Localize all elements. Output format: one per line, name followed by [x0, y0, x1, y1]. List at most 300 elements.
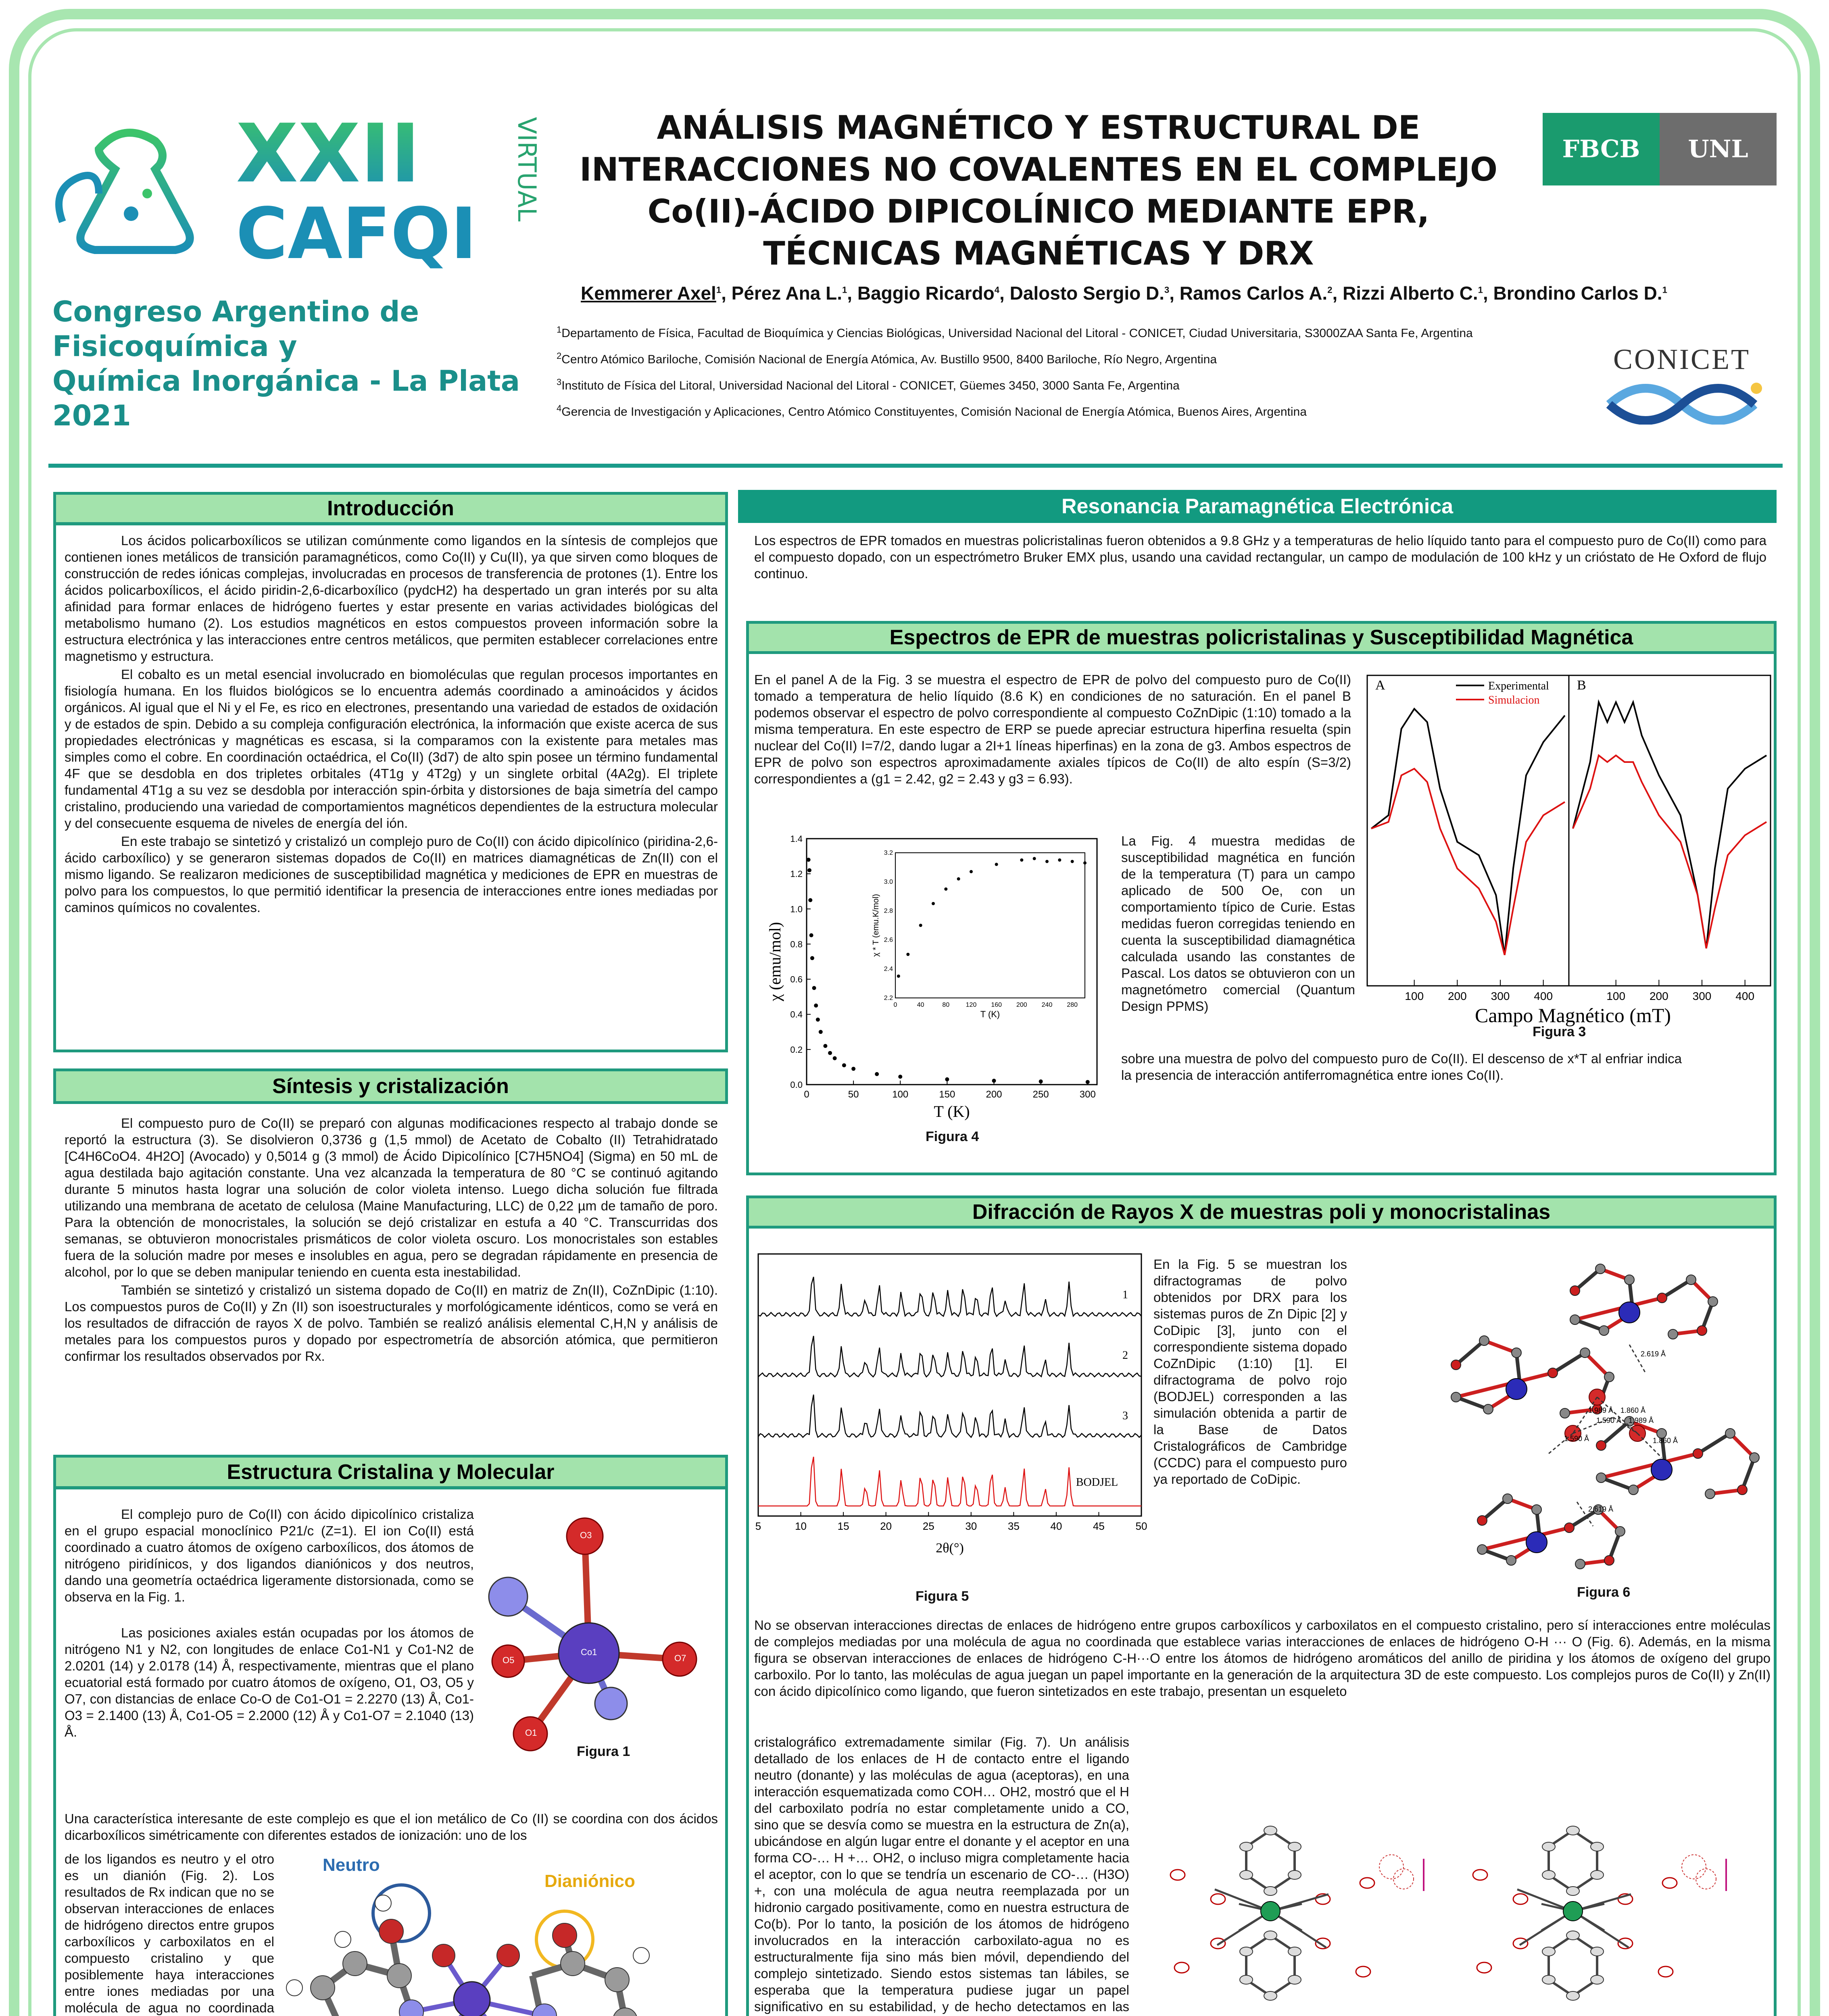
data-point [833, 1056, 837, 1060]
data-point [807, 868, 811, 872]
x-tick-label: 400 [1534, 990, 1553, 1002]
atom [1560, 1408, 1570, 1418]
atom [1705, 1489, 1715, 1499]
inset-point [897, 975, 900, 978]
xrd-pattern-3 [758, 1395, 1141, 1437]
bond [1601, 1454, 1698, 1478]
author-affiliation-number: 1 [1662, 285, 1667, 295]
data-point [828, 1051, 832, 1055]
atom [1725, 1429, 1735, 1438]
x-axis-label: T (K) [934, 1102, 970, 1120]
author-name: Baggio Ricardo [857, 283, 995, 304]
atom [1708, 1297, 1718, 1306]
carbon-atom [1591, 1947, 1604, 1956]
figure-3-chart [1363, 671, 1775, 1042]
affiliation [557, 351, 1605, 367]
atom [1599, 1326, 1609, 1335]
x-tick-label: 5 [755, 1520, 761, 1532]
carbon-atom [1264, 1931, 1277, 1940]
bond [1575, 1298, 1662, 1320]
carbon-atom [1591, 1870, 1604, 1879]
atom [1575, 1559, 1585, 1569]
x-tick-label: 50 [848, 1089, 859, 1100]
inset-y-tick-label: 3.0 [884, 879, 893, 885]
inset-y-label: χ * T (emu.K/mol) [872, 894, 880, 957]
complex-molecule [1451, 1336, 1614, 1418]
series-line-experimental [1573, 702, 1766, 949]
atom [1479, 1336, 1489, 1345]
inset-point [1058, 858, 1061, 862]
oxygen-atom [1170, 1870, 1185, 1880]
atom [1668, 1329, 1678, 1339]
inset-point [1083, 861, 1087, 864]
affiliation-text: Departamento de Física, Facultad de Bioquímica y Ciencias Biológicas, Universidad Nacional del Litoral - CONICET, Ciudad Universitaria, S3000ZAA Santa Fe, Argentina [561, 327, 1473, 340]
atom [1737, 1485, 1747, 1495]
data-point [814, 1004, 818, 1008]
inset-y-tick-label: 2.6 [884, 937, 893, 943]
figure-2-molecule [282, 1855, 718, 2016]
atom [1693, 1449, 1703, 1458]
logo-caption-line-1: Congreso Argentino de Fisicoquímica y [52, 295, 419, 363]
oxygen-atom [1473, 1870, 1487, 1880]
carbon-atom [1288, 1975, 1301, 1984]
label-o3: O3 [580, 1530, 592, 1540]
logo-name: CAFQI [236, 193, 477, 275]
author-name: Rizzi Alberto C. [1343, 283, 1478, 304]
label-co1: Co1 [581, 1647, 597, 1657]
x-tick-label: 10 [795, 1520, 807, 1532]
x-axis-label: 2θ(°) [936, 1541, 964, 1556]
intro-text [65, 532, 718, 917]
complex-molecule [1596, 1416, 1759, 1499]
logo-caption [52, 294, 561, 433]
affiliation-number: 2 [557, 351, 562, 361]
conicet-wave-icon [1601, 376, 1762, 425]
x-tick-label: 0 [804, 1089, 809, 1100]
atom [1686, 1275, 1696, 1285]
y-tick-label: 1.0 [790, 904, 803, 914]
oxygen-atom [1513, 1894, 1528, 1904]
figure-4-chart [762, 831, 1117, 1129]
affiliation [557, 325, 1605, 340]
intro-heading: Introducción [53, 492, 728, 525]
carbon-atom [1264, 1826, 1277, 1835]
carbon-atom [1566, 1931, 1579, 1940]
figure-7-structures [1137, 1738, 1771, 2016]
series-line-experimental [1371, 709, 1565, 955]
atom [1604, 1556, 1614, 1565]
atom [1615, 1527, 1625, 1536]
atom [1596, 1473, 1606, 1483]
atom-n1 [489, 1577, 528, 1616]
complex-molecule [1570, 1264, 1718, 1339]
xrd-pattern-label: 3 [1122, 1410, 1128, 1422]
x-tick-label: 100 [1606, 990, 1626, 1002]
atom [1512, 1348, 1521, 1358]
carbon-atom [1264, 1887, 1277, 1895]
hydrogen-bond-distance: 1.989 Å [1588, 1406, 1614, 1414]
drx-paragraph-2: No se observan interacciones directas de enlaces de hidrógeno entre grupos carboxílicos y carboxilatos en el compuesto cristalino, pero sí interacciones entre moléculas de complejos mediadas por una molécula de agua no coordinada que establece varias interacciones de enlaces de hidrógeno O-H ··· O (Fig. 6). Además, en la misma figura se observan interacciones de enlaces de hidrógeno C-H···O entre los átomos de hidrógeno aromáticos del anillo de piridina y los átomos de oxígeno del grupo carboxilo. Por lo tanto, las moléculas de agua juegan un papel importante en la generación de la arquitectura 3D de este compuesto. Los complejos puros de Co(II) y Zn(II) con ácido dipicolínico como ligando, que fueron sintetizados en este trabajo, presentan un esqueleto [754, 1618, 1771, 1699]
cobalt-atom [1526, 1532, 1547, 1553]
logo-numeral: XXII [236, 107, 421, 201]
carbon-atom [1288, 1870, 1301, 1879]
atom [1750, 1453, 1759, 1462]
xrd-pattern-label: BODJEL [1076, 1476, 1118, 1489]
hydrogen-bond-distance: 2.619 Å [1588, 1505, 1614, 1513]
data-point [808, 898, 812, 902]
hydrogen-bond-distance: 1.590 Å [1564, 1435, 1589, 1443]
oxygen-atom [1211, 1894, 1225, 1904]
carbon-atom [1240, 1947, 1253, 1956]
affiliation-text: Centro Atómico Bariloche, Comisión Nacional de Energía Atómica, Av. Bustillo 9500, 8400 Bariloche, Río Negro, Argentina [561, 353, 1217, 366]
atom [1697, 1326, 1707, 1335]
hydrogen-bond-distance: 1.590 Å [1596, 1416, 1622, 1425]
data-point [992, 1079, 996, 1083]
cobalt-atom [1563, 1901, 1583, 1921]
author-affiliation-number: 1 [1478, 285, 1483, 295]
atom [1625, 1275, 1634, 1285]
y-tick-label: 0.6 [790, 974, 803, 985]
inset-x-tick-label: 80 [942, 1002, 950, 1008]
header-divider [48, 464, 1783, 468]
oxygen-atom [1360, 1878, 1374, 1888]
author-name: Kemmerer Axel [581, 283, 716, 304]
figure-4-caption: Figura 4 [926, 1129, 979, 1144]
epr-susc-paragraph-3: sobre una muestra de polvo del compuesto puro de Co(II). El descenso de x*T al enfriar indica la presencia de interacción antiferromagnética entre iones Co(II). [1121, 1051, 1682, 1083]
inset-frame [895, 853, 1085, 998]
atom [1570, 1315, 1580, 1325]
carbon-atom [1288, 1842, 1301, 1851]
carbon-atom [1566, 1887, 1579, 1895]
structure-heading: Estructura Cristalina y Molecular [53, 1455, 728, 1489]
intro-paragraph-2: El cobalto es un metal esencial involucrado en biomoléculas que regulan procesos importantes en fisiología humana. En los fluidos biológicos se lo encuentra además coordinado a aminoácidos y ácidos orgánicos. Al igual que el Ni y el Fe, es rico en electrones, presentando una variedad de estados de oxidación y de estados de spin. Debido a su compleja configuración electrónica, la información que existe acerca de sus propiedades electrónicas y magnéticas es escasa, si la comparamos con la existente para metales mas simples como el cobre. En coordinación octaédrica, el Co(II) (3d7) de alto spin posee un término fundamental 4F que se desdobla en dos tripletes orbitales (4T1g y 4T2g) y un singlete orbital (4A2g). El triplete fundamental 4T1g a su vez se desdobla por interacción spin-órbita y distorsiones de baja simetría del campo cristalino, produciendo una variedad de comportamientos magnéticos dependientes de la estructura molecular y del consecuente esquema de niveles de energía del ión. [65, 667, 718, 831]
epr-susc-heading: Espectros de EPR de muestras policristalinas y Susceptibilidad Magnética [746, 621, 1777, 654]
ortep-structure [1170, 1826, 1424, 2000]
figure-6-network [1404, 1244, 1766, 1595]
author-affiliation-number: 4 [994, 285, 1000, 295]
x-tick-label: 400 [1735, 990, 1755, 1002]
inset-x-tick-label: 0 [893, 1002, 897, 1008]
x-tick-label: 150 [939, 1089, 955, 1100]
y-tick-label: 0.2 [790, 1044, 803, 1055]
figure-1-caption: Figura 1 [577, 1744, 630, 1759]
affiliation [557, 377, 1605, 393]
hydrogen-bond [1629, 1345, 1645, 1373]
author-affiliation-number: 1 [716, 285, 722, 295]
oxygen-atom [1662, 1878, 1677, 1888]
structure-paragraph-3b: de los ligandos es neutro y el otro es un dianión (Fig. 2). Los resultados de Rx indican que no se observan interacciones de enlaces de hidrógeno directos entre grupos carboxílicos y carboxilatos en el compuesto cristalino y que posiblemente haya interacciones entre iones mediadas por una molécula de agua no coordinada [65, 1851, 274, 2015]
inset-point [995, 863, 998, 866]
series-line-simulacion [1371, 769, 1565, 955]
bubble-icon [142, 189, 152, 198]
data-point [842, 1063, 846, 1067]
inset-point [1071, 860, 1074, 863]
x-tick-label: 100 [892, 1089, 909, 1100]
y-tick-label: 0.0 [790, 1080, 803, 1090]
atom [1451, 1392, 1461, 1402]
label-o1: O1 [525, 1728, 537, 1738]
inset-y-tick-label: 3.2 [884, 850, 893, 856]
data-point [851, 1067, 855, 1071]
xrd-pattern-1 [758, 1277, 1141, 1316]
carbon-atom [1542, 1975, 1555, 1984]
affiliation [557, 403, 1605, 419]
carbon-atom [1240, 1842, 1253, 1851]
oxygen-atom [1477, 1962, 1491, 1973]
neutro-label: Neutro [323, 1855, 380, 1875]
figure-6-caption: Figura 6 [1577, 1585, 1631, 1600]
x-tick-label: 300 [1491, 990, 1510, 1002]
x-tick-label: 200 [1447, 990, 1467, 1002]
hydrogen-bond-distance: 1.860 Å [1620, 1406, 1646, 1414]
atom [1580, 1348, 1590, 1358]
x-tick-label: 20 [880, 1520, 892, 1532]
figure-1-molecule [464, 1500, 714, 1810]
bond [1456, 1373, 1553, 1397]
data-point [809, 933, 813, 937]
conicet-logo [1589, 343, 1775, 439]
conicet-logo-text: CONICET [1613, 343, 1750, 375]
author-affiliation-number: 1 [842, 285, 847, 295]
atom [1503, 1494, 1512, 1504]
x-tick-label: 50 [1135, 1520, 1147, 1532]
synthesis-paragraph-1: El compuesto puro de Co(II) se preparó con algunas modificaciones respecto al trabajo donde se reportó la estructura (3). Se disolvieron 0,3736 g (1,5 mmol) de Acetato de Cobalto (II) Tetrahidratado [C4H6CoO4. 4H2O] (Avocado) y 0,5014 g (3 mmol) de Ácido Dipicolínico [C7H5NO4] (Sigma) en 50 mL de agua destilada bajo agitación constante. Una vez alcanzada la temperatura de 80 °C se continuó agitando durante 5 minutos hasta lograr una solución de color violeta intenso. Luego dicha solución fue filtrada utilizando una membrana de acetato de celulosa (Maine Manufacturing, LLC) de 0,22 µm de tamaño de poro. Para la obtención de monocristales, la solución se dejó cristalizar en estufa a 40 °C. Transcurridas dos semanas, se obtuvieron monocristales prismáticos de color violeta oscuro. Los monocristales son estables fuera de la solución madre por meses e insolubles en agua, pero se degradan rápidamente en presencia de alcohol, por lo que se deben manipular teniendo en cuenta esta inestabilidad. [65, 1116, 718, 1279]
author-name: Brondino Carlos D. [1493, 283, 1662, 304]
inset-x-tick-label: 280 [1067, 1002, 1078, 1008]
atom [1564, 1523, 1574, 1533]
data-point [816, 1018, 820, 1022]
inset-y-tick-label: 2.8 [884, 908, 893, 914]
oxygen-atom [1174, 1962, 1189, 1973]
carbon-atom [1566, 1991, 1579, 2000]
y-tick-label: 1.2 [790, 869, 803, 879]
fbcb-unl-logo [1543, 113, 1777, 185]
inset-point [1020, 858, 1023, 862]
zinc-atom [1261, 1901, 1280, 1921]
inset-x-tick-label: 40 [917, 1002, 924, 1008]
x-tick-label: 200 [1649, 990, 1668, 1002]
water-disorder [1696, 1869, 1716, 1889]
structure-text-1 [65, 1506, 474, 1742]
carbon-atom [1591, 1975, 1604, 1984]
cobalt-atom [1506, 1379, 1527, 1400]
inset-point [1045, 860, 1049, 863]
affiliation-text: Gerencia de Investigación y Aplicaciones, Centro Atómico Constituyentes, Comisión Nacional de Energía Atómica, Buenos Aires, Argentina [561, 405, 1307, 419]
drx-paragraph-1: En la Fig. 5 se muestran los difractogramas de polvo obtenidos por DRX para los sistemas puros de Zn Dipic [2] y CoDipic [3], junto con el correspondiente sistema dopado CoZnDipic (1:10) [1]. El difractograma de polvo rojo (BODJEL) corresponden a las simulación obtenida a partir de la Base de Datos Cristalográficos de Cambridge (CCDC) para el compuesto puro ya reportado de CoDipic. [1153, 1257, 1347, 1487]
series-line-simulacion [1573, 756, 1766, 949]
inset-point [906, 953, 909, 956]
inset-point [970, 870, 973, 873]
intro-paragraph-1: Los ácidos policarboxílicos se utilizan comúnmente como ligandos en la síntesis de complejos que contienen iones metálicos de transición paramagnéticos, como Co(II) y Cu(II), ya que sirven como bloques de construcción de redes iónicas complejas, involucradas en procesos de transferencia de protones (1). Entre los ácidos policarboxílicos, el ácido piridin-2,6-dicarboxílico (pydcH2) ha despertado un gran interés por su alta afinidad para formar enlaces de hidrógeno fuertes y estar presente en varias actividades biológicas del metabolismo humano (2). Los estudios magnéticos en estos compuestos proveen información sobre la estructura electrónica y las interacciones entre centros metálicos, que permiten establecer correlaciones entre magnetismo y estructura. [65, 533, 718, 664]
logo-caption-line-2: Química Inorgánica - La Plata 2021 [52, 364, 520, 432]
epr-susc-paragraph-1: En el panel A de la Fig. 3 se muestra el espectro de EPR de polvo del compuesto puro de Co(II) tomado a temperatura de helio líquido (8.6 K) en condiciones de no saturación. En el panel B podemos observar el espectro de polvo correspondiente al compuesto CoZnDipic (1:10) tomado a la misma temperatura. En este espectro de ERP se puede apreciar estructura hiperfina resuelta (spin nuclear del Co(II) I=7/2, dando lugar a 2I+1 líneas hiperfinas) en la zona de g3. Ambos espectros de EPR de polvo son espectros aproximadamente axiales típicos de Co(II) de alto espín (S=3/2) correspondientes a (g1 = 2.42, g2 = 2.43 y g3 = 6.93). [754, 672, 1351, 786]
panel-label: B [1577, 678, 1586, 693]
author-name: Dalosto Sergio D. [1009, 283, 1164, 304]
legend-experimental: Experimental [1488, 680, 1549, 692]
structure-paragraph-1: El complejo puro de Co(II) con ácido dipicolínico cristaliza en el grupo espacial monoclínico P21/c (Z=1). El ion Co(II) está coordinado a cuatro átomos de oxígeno carboxílicos, dos átomos de nitrógeno piridínicos, y dos ligandos dianiónicos y dos neutros, dando una geometría octaédrica ligeramente distorsionada, como se observa en la Fig. 1. [65, 1507, 474, 1604]
y-tick-label: 0.4 [790, 1009, 803, 1020]
structure-paragraph-2: Las posiciones axiales están ocupadas por los átomos de nitrógeno N1 y N2, con longitudes de enlace Co1-N1 y Co1-N2 de 2.0201 (14) y 2.0178 (14) Å, respectivamente, mientras que el plano ecuatorial está formado por cuatro átomos de oxígeno, O1, O3, O5 y O7, con distancias de enlace Co-O de Co1-O1 = 2.2270 (13) Å, Co1-O3 = 2.1400 (13) Å, Co1-O5 = 2.2000 (12) Å y Co1-O7 = 2.1040 (13) Å. [65, 1625, 474, 1739]
drx-paragraph-3: cristalográfico extremadamente similar (Fig. 7). Un análisis detallado de los enlaces de H de contacto entre el ligando neutro (donante) y las moléculas de agua (aceptoras), en una interacción esquematizada como COH… OH2, mostró que el H del carboxilato podría no estar completamente unido a CO, sino que se desvía como se muestra en la estructura de Zn(a), ubicándose en algún lugar entre el donante y el aceptor en una forma CO-… H +… OH2, o incluso migra completamente hacia el aceptor, con lo que se tendría un escenario de CO-… (H3O) +, con una molécula de agua neutra reemplazada por un hidronio cargado positivamente, como en nuestra estructura de Co(b). Por lo tanto, la posición de los átomos de hidrógeno involucrados en la interacción carboxilato-agua no es estructuralmente fija sino más bien móvil, dependiendo del complejo sintetizado. Siendo estos sistemas tan lábiles, se esperaba que la temperatura pudiese jugar un papel significativo en su estabilidad, y de hecho detectamos en las [754, 1735, 1129, 2014]
inset-point [944, 887, 947, 891]
carbon-atom [1591, 1842, 1604, 1851]
carbon-atom [1542, 1842, 1555, 1851]
data-point [875, 1072, 879, 1076]
hydrogen-bond-distance: 1.989 Å [1629, 1416, 1654, 1425]
affiliation-list [557, 325, 1605, 429]
data-point [807, 858, 811, 862]
x-tick-label: 45 [1093, 1520, 1105, 1532]
author-affiliation-number: 3 [1164, 285, 1170, 295]
atom [1506, 1556, 1516, 1565]
atom-n2 [595, 1687, 627, 1720]
x-tick-label: 250 [1032, 1089, 1049, 1100]
epr-susc-paragraph-2: La Fig. 4 muestra medidas de susceptibilidad magnética en función de la temperatura (T) para un campo aplicado de 500 Oe, con un comportamiento típico de Curie. Estas medidas fueron corregidas teniendo en cuenta la susceptibilidad diamagnética calculada usando las constantes de Pascal. Los datos se obtuvieron con un magnetómetro comercial (Quantum Design PPMS) [1121, 833, 1355, 1014]
water-disorder [1393, 1869, 1414, 1889]
x-tick-label: 300 [1692, 990, 1712, 1002]
y-axis-label: χ (emu/mol) [766, 922, 784, 1002]
carbon-atom [1240, 1870, 1253, 1879]
data-point [812, 986, 816, 990]
inset-point [919, 924, 922, 927]
data-point [1039, 1079, 1043, 1083]
poster-title: ANÁLISIS MAGNÉTICO Y ESTRUCTURAL DE INTERACCIONES NO COVALENTES EN EL COMPLEJO Co(II)-ÁCIDO DIPICOLÍNICO MEDIANTE EPR, TÉCNICAS MAGNÉTICAS Y DRX [579, 109, 1498, 272]
atom [1596, 1441, 1606, 1450]
cobalt-atom [1651, 1459, 1672, 1480]
intro-paragraph-3: En este trabajo se sintetizó y cristalizó un complejo puro de Co(II) con ácido dipicolínico (piridina-2,6-ácido carboxílico) y se generaron sistemas dopados de Co(II) en matrices diamagnéticas de Zn(II) con el mismo ligando. Se realizaron mediciones de susceptibilidad magnética y mediciones de EPR en muestras de polvo para los compuestos, lo que permitió identificar la presencia de interacciones entre iones mediadas por caminos químicos no covalentes. [65, 834, 718, 915]
data-point [823, 1044, 827, 1048]
oxygen-atom [1618, 1938, 1633, 1949]
data-point [898, 1075, 902, 1079]
x-tick-label: 200 [986, 1089, 1002, 1100]
hydrogen-bond-distance: 2.619 Å [1641, 1350, 1666, 1358]
figure-5-caption: Figura 5 [916, 1589, 969, 1604]
bond [1482, 1528, 1569, 1549]
bubble-icon [124, 206, 138, 221]
atom [1477, 1516, 1487, 1525]
inset-point [957, 877, 960, 881]
hydrogen-bond-distance: 1.860 Å [1653, 1437, 1678, 1445]
data-point [1086, 1080, 1090, 1084]
carbon-atom [1542, 1947, 1555, 1956]
affiliation-number: 1 [557, 325, 562, 335]
affiliation-number: 3 [557, 377, 562, 387]
atom [1570, 1286, 1580, 1295]
oxygen-atom [1356, 1966, 1370, 1977]
inset-x-tick-label: 240 [1041, 1002, 1053, 1008]
carbon-atom [1264, 1991, 1277, 2000]
author-name: Ramos Carlos A. [1179, 283, 1328, 304]
drx-heading: Difracción de Rayos X de muestras poli y monocristalinas [746, 1195, 1777, 1229]
cobalt-atom [1619, 1302, 1640, 1323]
y-tick-label: 0.8 [790, 939, 803, 950]
x-tick-label: 35 [1007, 1520, 1020, 1532]
affiliation-number: 4 [557, 403, 562, 413]
inset-x-tick-label: 120 [966, 1002, 977, 1008]
data-point [810, 956, 814, 960]
atom [1629, 1485, 1638, 1495]
legend-simulacion: Simulacion [1488, 694, 1540, 706]
epr-heading: Resonancia Paramagnética Electrónica [738, 490, 1777, 523]
x-tick-label: 100 [1405, 990, 1424, 1002]
xrd-pattern-label: 1 [1122, 1289, 1128, 1301]
atom [1595, 1264, 1605, 1274]
x-tick-label: 25 [922, 1520, 934, 1532]
atom [1477, 1545, 1487, 1554]
fbcb-logo-text: FBCB [1543, 113, 1660, 185]
synthesis-paragraph-2: También se sintetizó y cristalizó un sistema dopado de Co(II) en matriz de Zn(II), CoZnDipic (1:10). Los compuestos puros de Co(II) y Zn (II) son isoestructurales y morfológicamente idénticos, como se verá en los resultados de difracción de rayos X de polvo. También se realizó análisis elemental C,H,N y análisis de metales para los compuestos puros y dopado por espectrometría de absorción atómica, que permitieron confirmar los resultados observados por Rx. [65, 1283, 718, 1364]
inset-x-tick-label: 200 [1016, 1002, 1027, 1008]
panel-label: A [1375, 678, 1385, 693]
atom [1451, 1360, 1461, 1370]
atom [1657, 1293, 1667, 1303]
x-tick-label: 300 [1079, 1089, 1096, 1100]
synthesis-text [65, 1115, 718, 1366]
label-o5: O5 [503, 1655, 515, 1665]
oxygen-atom [1658, 1966, 1673, 1977]
cafqi-logo-graphic [46, 101, 559, 290]
unl-logo-text: UNL [1660, 113, 1777, 185]
synthesis-heading: Síntesis y cristalización [53, 1068, 728, 1104]
data-point [945, 1077, 949, 1081]
dianionico-label: Dianiónico [544, 1871, 635, 1891]
author-affiliation-number: 2 [1327, 285, 1333, 295]
carbon-atom [1288, 1947, 1301, 1956]
author-list: Kemmerer Axel$^1$, Pérez Ana L.$^1$, Baggio Ricardo$^4$, Dalosto Sergio D.$^3$, Ramos Carlos A.$^2$, Rizzi Alberto C.$^1$, Brondino Carlos D.$^1$ [581, 283, 1667, 304]
xrd-pattern-label: 2 [1122, 1349, 1128, 1362]
atom [1483, 1404, 1493, 1414]
x-tick-label: 40 [1050, 1520, 1062, 1532]
inset-point [932, 902, 935, 905]
figure-5-chart [750, 1246, 1149, 1564]
oxygen-atom [1316, 1938, 1330, 1949]
x-axis-label: Campo Magnético (mT) [1475, 1004, 1671, 1027]
inset-x-label: T (K) [980, 1009, 1000, 1019]
inset-x-tick-label: 160 [991, 1002, 1002, 1008]
affiliation-text: Instituto de Física del Litoral, Universidad Nacional del Litoral - CONICET, Güemes 3450, 3000 Santa Fe, Argentina [561, 379, 1180, 392]
x-tick-label: 30 [965, 1520, 977, 1532]
atom [1548, 1368, 1558, 1378]
hydrogen-bond [1597, 1397, 1637, 1433]
inset-y-tick-label: 2.4 [884, 966, 893, 973]
epr-paragraph: Los espectros de EPR tomados en muestras policristalinas fueron obtenidos a 9.8 GHz y a temperaturas de helio líquido tanto para el compuesto puro de Co(II) como para el compuesto dopado, con un espectrómetro Bruker EMX plus, usando una cavidad rectangular, un campo de modulación de 100 kHz y un crióstato de He Oxford de flujo continuo. [754, 533, 1766, 581]
xrd-pattern-2 [758, 1336, 1141, 1377]
atom [1604, 1372, 1614, 1382]
x-tick-label: 15 [837, 1520, 849, 1532]
cafqi-logo [46, 101, 562, 432]
bond [1698, 1433, 1730, 1454]
atom [1532, 1505, 1541, 1514]
carbon-atom [1240, 1975, 1253, 1984]
y-tick-label: 1.4 [790, 834, 803, 844]
label-o7: O7 [674, 1653, 686, 1663]
structure-paragraph-3a: Una característica interesante de este complejo es que el ion metálico de Co (II) se coordina con dos ácidos dicarboxílicos simétricamente con diferentes estados de ionización: uno de los [65, 1811, 718, 1843]
figure-2-cobalt [454, 1982, 490, 2016]
inset-point [1033, 857, 1036, 860]
ortep-structure [1473, 1826, 1726, 2000]
data-point [819, 1030, 823, 1034]
bond [1456, 1341, 1484, 1365]
bond [1553, 1353, 1585, 1373]
author-name: Pérez Ana L. [731, 283, 843, 304]
water-disorder [1682, 1855, 1706, 1879]
carbon-atom [1542, 1870, 1555, 1879]
logo-virtual: VIRTUAL [512, 117, 542, 222]
inset-y-tick-label: 2.2 [884, 995, 893, 1002]
carbon-atom [1566, 1826, 1579, 1835]
water-disorder [1379, 1855, 1404, 1879]
figure-3-caption: Figura 3 [1533, 1024, 1586, 1039]
